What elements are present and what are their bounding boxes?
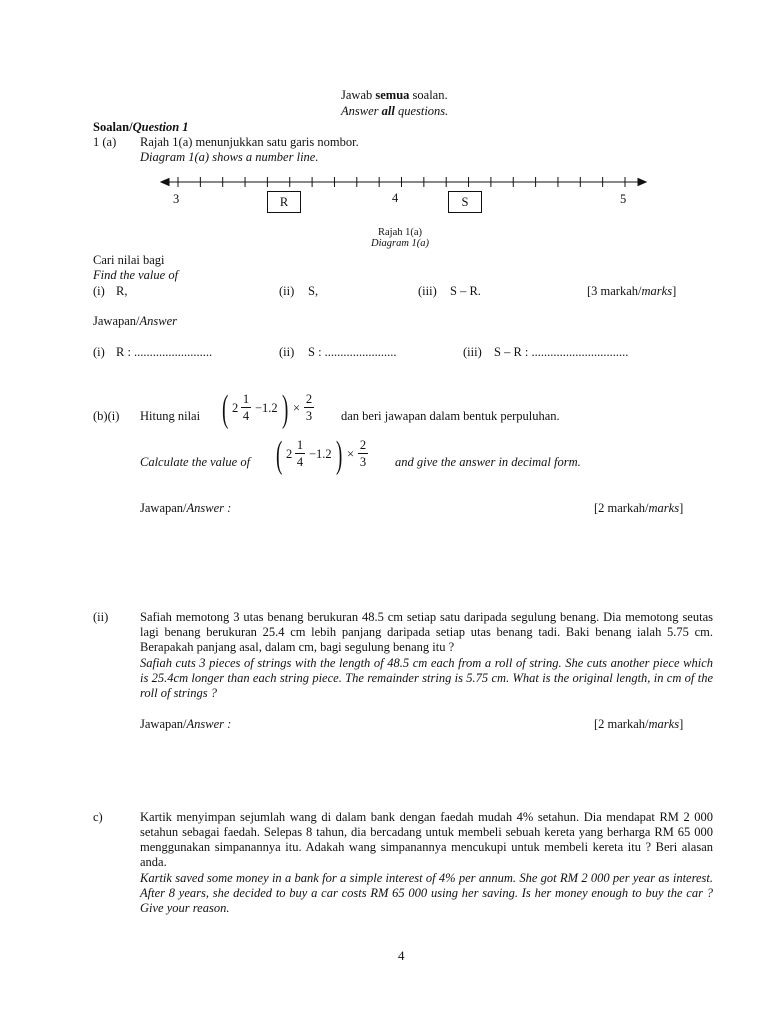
question-text-malay: dan beri jawapan dalam bentuk perpuluhan. <box>341 409 560 423</box>
math-expression <box>276 435 386 475</box>
part-number: (i) <box>93 284 105 298</box>
question-text-english: Kartik saved some money in a bank for a simple interest of 4% per annum. She got RM 2 000 per year as interest. After 8 years, she decided to buy a car costs RM 65 000 using her saving. Is her money enough to buy the car ? Give your reason. <box>140 871 713 915</box>
question-text-malay: Hitung nilai <box>140 409 201 423</box>
part-text: S – R. <box>450 284 481 298</box>
answer-number: (i) <box>93 345 105 359</box>
marks-label: [2 markah/marks] <box>594 717 684 731</box>
answer-blank-s-minus-r: S – R : ............................... <box>494 345 629 359</box>
left-paren: ( <box>276 434 283 476</box>
left-arrowhead <box>161 179 169 186</box>
question-text-english: Calculate the value of <box>140 455 251 469</box>
answer-number: (iii) <box>463 345 482 359</box>
left-paren: ( <box>222 388 229 430</box>
diagram-caption-malay: Rajah 1(a) <box>378 227 423 238</box>
question-number: (ii) <box>93 610 109 624</box>
instruction-english: Answer all questions. <box>341 104 449 118</box>
marks-label: [3 markah/marks] <box>587 284 677 298</box>
find-value-english: Find the value of <box>93 268 179 282</box>
answer-number: (ii) <box>279 345 295 359</box>
marks-label: [2 markah/marks] <box>594 501 684 515</box>
part-text: R, <box>116 284 128 298</box>
question-text-english: and give the answer in decimal form. <box>395 455 581 469</box>
page-number: 4 <box>398 948 405 963</box>
number-line-label: 3 <box>173 192 180 206</box>
part-text: S, <box>308 284 319 298</box>
question-heading: Soalan/Question 1 <box>93 120 189 134</box>
fraction-denominator: 3 <box>305 409 313 423</box>
diagram-caption-english: Diagram 1(a) <box>371 238 430 249</box>
fraction-denominator: 4 <box>242 409 250 423</box>
number-line-label: 4 <box>392 191 399 205</box>
number-line-diagram <box>0 0 768 260</box>
question-number: c) <box>93 810 103 824</box>
fraction-bar <box>241 407 251 408</box>
answer-blank-s: S : ....................... <box>308 345 397 359</box>
minus-term: −1.2 <box>255 401 278 415</box>
minus-term: −1.2 <box>309 447 332 461</box>
question-text-malay: Rajah 1(a) menunjukkan satu garis nombor. <box>140 135 359 149</box>
fraction-numerator: 1 <box>296 438 304 452</box>
fraction-denominator: 4 <box>296 455 304 469</box>
whole-number: 2 <box>232 401 239 415</box>
question-text-english: Safiah cuts 3 pieces of strings with the length of 48.5 cm each from a roll of string. She cuts another piece which is 25.4cm longer than each string piece. The remainder string is 5.75 cm. What is the original length, in cm of the roll of strings ? <box>140 656 713 700</box>
fraction-numerator: 2 <box>359 438 367 452</box>
fraction-denominator: 3 <box>359 455 367 469</box>
answer-label: Jawapan/Answer : <box>140 717 232 731</box>
part-number: (iii) <box>418 284 437 298</box>
box-r: R <box>267 191 301 213</box>
instruction-malay: Jawab semua soalan. <box>341 88 448 102</box>
answer-label: Jawapan/Answer <box>93 314 178 328</box>
answer-label: Jawapan/Answer : <box>140 501 232 515</box>
question-text-malay: Kartik menyimpan sejumlah wang di dalam bank dengan faedah mudah 4% setahun. Dia mendapat RM 2 000 setahun sebagai faedah. Selepas 8 tahun, dia bercadang untuk membeli sebuah kereta yang berharga RM 65 000 menggunakan simpanannya itu. Adakah wang simpanannya mencukupi untuk membeli kereta itu ? Beri alasan anda. <box>140 810 713 869</box>
question-number: 1 (a) <box>93 135 117 149</box>
question-number: (b)(i) <box>93 409 120 423</box>
fraction-bar <box>295 453 305 454</box>
times-sign: × <box>347 447 355 461</box>
fraction-bar <box>358 453 368 454</box>
whole-number: 2 <box>286 447 293 461</box>
fraction-numerator: 2 <box>305 392 313 406</box>
right-paren: ) <box>336 434 343 476</box>
question-text-malay: Safiah memotong 3 utas benang berukuran 48.5 cm setiap satu daripada segulung benang. Dia memotong seutas lagi benang berukuran 25.4 cm lebih panjang daripada setiap utas benang tadi. Baki benang ialah 5.75 cm. Berapakah panjang asal, dalam cm, bagi segulung benang itu ? <box>140 610 713 654</box>
fraction-bar <box>304 407 314 408</box>
right-arrowhead <box>638 179 646 186</box>
part-number: (ii) <box>279 284 295 298</box>
times-sign: × <box>293 401 301 415</box>
fraction-numerator: 1 <box>242 392 250 406</box>
right-paren: ) <box>282 388 289 430</box>
find-value-malay: Cari nilai bagi <box>93 253 165 267</box>
question-text-english: Diagram 1(a) shows a number line. <box>140 150 319 164</box>
box-s: S <box>448 191 482 213</box>
number-line-label: 5 <box>620 192 627 206</box>
answer-blank-r: R : ......................... <box>116 345 213 359</box>
math-expression <box>222 389 332 429</box>
